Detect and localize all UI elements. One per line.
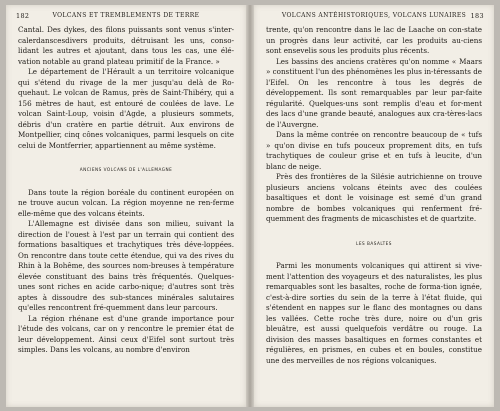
section-heading: ANCIENS VOLCANS DE L'ALLEMAGNE xyxy=(79,167,173,172)
running-head: VOLCANS ANTÉHISTORIQUES, VOLCANS LUNAIRES xyxy=(281,12,467,19)
paragraph: La région rhénane est d'une grande importance pour l'étude des volcans, car on y rencontre le premier état de leur développement. Ainsi ceux d'Eifel sont surtout très simples. Dans les volcans, au nombre d'environ xyxy=(18,313,234,354)
left-page-header xyxy=(16,12,236,22)
paragraph: Parmi les monuments volcaniques qui attirent si vive-ment l'attention des voyageurs et des naturalistes, les plus remarquables sont les basaltes, roche de forma-tion ignée, c'est-à-dire sorties du sein de la terre à l'état fluide, qui s'étendent en nappes sur le flanc des montagnes ou dans les vallées. Cette roche très dure, noire ou d'un gris bleuâtre, est aussi quelquefois verdâtre ou rouge. La division des masses basaltiques en formes constantes et régulières, en prismes, en cubes et en boules, constitue une des merveilles de nos régions volcaniques. xyxy=(266,261,482,365)
book-gutter xyxy=(246,5,254,407)
right-page xyxy=(254,5,494,407)
section-heading: LES BASALTES xyxy=(356,240,392,246)
paragraph: Dans la même contrée on rencontre beaucoup de « tufs » qu'on divise en tufs pouceux proprement dits, en tufs trachytiques de couleur grise et en tufs à leucite, d'un blanc de neige. xyxy=(266,130,482,171)
right-page-body xyxy=(266,25,482,366)
page-number: 182 xyxy=(16,12,30,20)
paragraph: Près des frontières de la Silésie autrichienne on trouve plusieurs anciens volcans éteints avec des coulées basaltiques et dont le voisinage est semé d'un grand nombre de bombes volcaniques qui renferment fré-quemment des fragments de micaschistes et de quartzite. xyxy=(266,172,482,223)
paragraph: trente, qu'on rencontre dans le lac de Laache on con-state un progrès dans leur activité, car les produits au-ciens sont ensevelis sous les produits plus récents. xyxy=(266,25,482,55)
paragraph: Les bassins des anciens cratères qu'on nomme « Maars » constituent l'un des phénomènes les plus in-téressants de l'Eifel. On les rencontre à tous les degrés de développement. Ils sont remarquables par leur par-faite régularité. Quelques-uns sont remplis d'eau et for-ment des lacs d'une grande beauté, analogues aux cra-tères-lacs de l'Auvergne. xyxy=(266,56,482,129)
paragraph: L'Allemagne est divisée dans son milieu, suivant la direction de l'ouest à l'est par un terrain qui contient des formations basaltiques et trachytiques très déve-loppées. On rencontre dans toute cette étendue, qui va des rives du Rhin à la Bohême, des sources nom-breuses à température élevée constituant des bains très fréquentés. Quelques-unes sont riches en acide carbo-nique; d'autres sont très aptes à dissoudre des sub-stances minérales salutaires qu'elles rencontrent fré-quemment dans leur parcours. xyxy=(18,219,234,312)
running-head: VOLCANS ET TREMBLEMENTS DE TERRE xyxy=(52,12,200,19)
paragraph: Cantal. Des dykes, des filons puissants sont venus s'inter-calerdanscesdivers produits, détruisant les uns, conso-lidant les autres et ajoutant, dans tous les cas, une élé-vation notable au grand plateau primitif de la France. » xyxy=(18,25,234,66)
right-page-header xyxy=(264,12,484,22)
left-page xyxy=(6,5,246,407)
page-number: 183 xyxy=(470,12,484,20)
paragraph: Le département de l'Hérault a un territoire volcanique qui s'étend du rivage de la mer jusqu'au delà de Ro-quehaut. Le volcan de Ramus, près de Saint-Thibéry, qui a 156 mètres de haut, est entouré de coulées de lave. Le volcan Saint-Loup, voisin d'Agde, a plusieurs sommets, débris d'un cratère en partie détruit. Aux environs de Montpellier, cinq cônes volcaniques, parmi lesquels on cite celui de Montferrier, appartiennent au même système. xyxy=(18,67,234,150)
paragraph: Dans toute la région boréale du continent européen on ne trouve aucun volcan. La région moyenne ne ren-ferme elle-même que des volcans éteints. xyxy=(18,187,234,218)
left-page-body xyxy=(18,25,234,356)
